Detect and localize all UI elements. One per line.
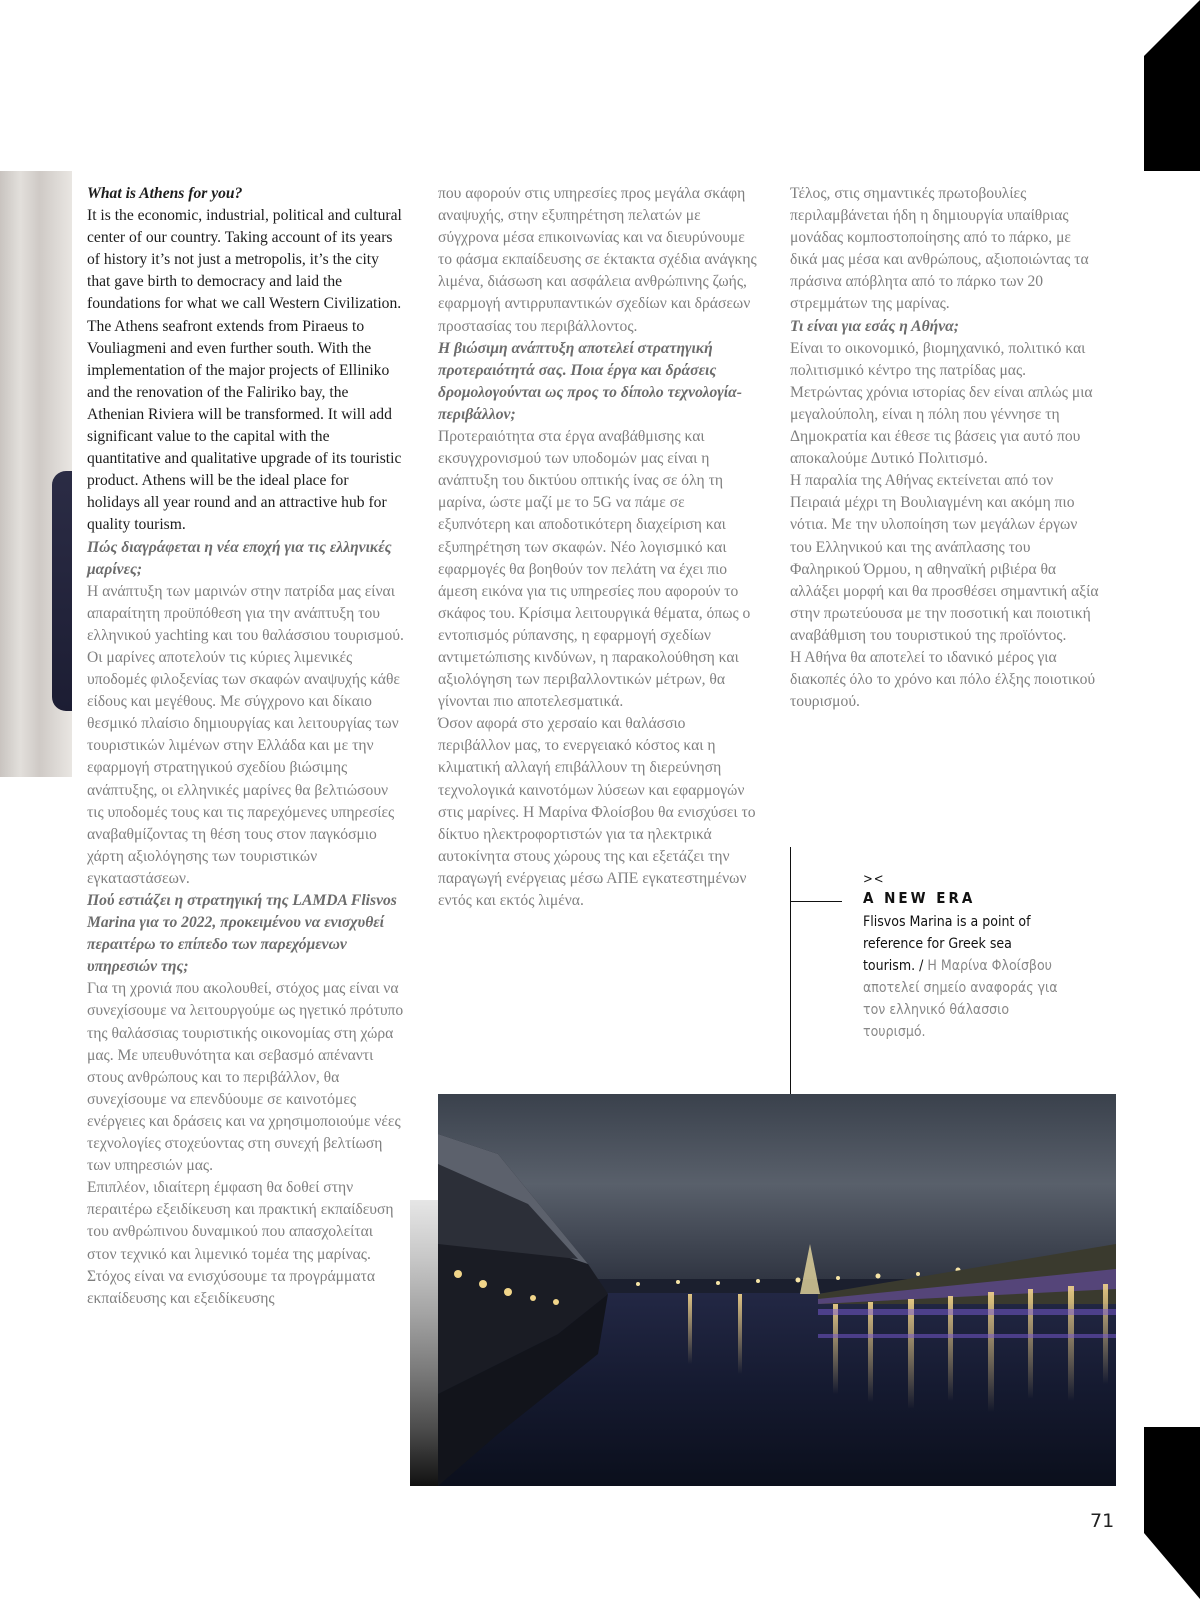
article-column-1 — [87, 183, 405, 1310]
paragraph: Επιπλέον, ιδιαίτερη έμφαση θα δοθεί στην περαιτέρω εξειδίκευση και πρακτική εκπαίδευση του ανθρώπινου δυναμικού που απασχολείται στον τεχνικό και λιμενικό τομέα της μαρίνας. Στόχος είναι να ενισχύσουμε τα προγράμματα εκπαίδευσης και εξειδίκευσης — [87, 1179, 394, 1307]
corner-tab-top — [1144, 0, 1200, 171]
portrait-photo-edge — [0, 171, 72, 777]
paragraph: Η παραλία της Αθήνας εκτείνεται από τον Πειραιά μέχρι τη Βουλιαγμένη και ακόμη πιο νότια. Με την υλοποίηση των μεγάλων έργων του Ελληνικού και της ανάπλασης του Φαληρικού Όρμου, η αθηναϊκή ριβιέρα θα αλλάξει μορφή και θα προσθέσει σημαντική αξία στην πρωτεύουσα με την ποσοτική και ποιοτική αναβάθμιση του τουριστικού της προϊόντος. — [790, 472, 1099, 644]
page-number: 71 — [1090, 1510, 1115, 1532]
article-column-3 — [790, 183, 1100, 713]
caption-title: A NEW ERA — [863, 889, 976, 907]
paragraph: Είναι το οικονομικό, βιομηχανικό, πολιτικό και πολιτισμικό κέντρο της πατρίδας μας. Μετρώντας χρόνια ιστορίας δεν είναι απλώς μια μεγαλούπολη, είναι η πόλη που γέννησε τη Δημοκρατία και έθεσε τις βάσεις για αυτό που αποκαλούμε Δυτικό Πολιτισμό. — [790, 339, 1093, 468]
portrait-jacket — [52, 471, 72, 711]
article-column-2 — [438, 183, 758, 912]
photo-caption — [863, 872, 1063, 1043]
paragraph: Η ανάπτυξη των μαρινών στην πατρίδα μας είναι απαραίτητη προϋπόθεση για την ανάπτυξη του ελληνικού yachting και του θαλάσσιου τουρισμού. Οι μαρίνες αποτελούν τις κύριες λιμενικές υποδομές φιλοξενίας των σκαφών αναψυχής κάθε είδους και μεγέθους. Με σύγχρονο και δίκαιο θεσμικό πλαίσιο δημιουργίας και λειτουργίας των τουριστικών λιμένων στην Ελλάδα και με την εφαρμογή στρατηγικού σχεδίου βιώσιμης ανάπτυξης, οι ελληνικές μαρίνες θα βελτιώσουν τις υποδομές τους και τις παρεχόμενες υπηρεσίες αναβαθμίζοντας τη θέση τους στον παγκόσμιο χάρτη αξιολόγησης των τουριστικών εγκαταστάσεων. — [87, 582, 404, 887]
interview-question: Πώς διαγράφεται η νέα εποχή για τις ελληνικές μαρίνες; — [87, 538, 392, 578]
paragraph: Όσον αφορά στο χερσαίο και θαλάσσιο περιβάλλον μας, το ενεργειακό κόστος και η κλιματική αλλαγή επιβάλλουν τη διερεύνηση τεχνολογικά καινοτόμων λύσεων και εφαρμογών στις μαρίνες. Η Μαρίνα Φλοίσβου θα ενισχύσει το δίκτυο ηλεκτροφορτιστών για τα ηλεκτρικά αυτοκίνητα στους χώρους της και εξετάζει την παραγωγή ενέργειας μέσω ΑΠΕ εγκατεστημένων εντός και εκτός λιμένα. — [438, 715, 756, 909]
paragraph: που αφορούν στις υπηρεσίες προς μεγάλα σκάφη αναψυχής, στην εξυπηρέτηση πελατών με σύγχρονα μέσα επικοινωνίας και να διευρύνουμε το φάσμα εκπαίδευσης σε έκτακτα σχέδια ανάγκης λιμένα, διάσωση και ασφάλεια ανθρώπινης ζωής, εφαρμογή αντιρρυπαντικών σχεδίων και δράσεων προστασίας του περιβάλλοντος. — [438, 185, 757, 335]
interview-question: What is Athens for you? — [87, 185, 243, 202]
corner-tab-bottom — [1144, 1427, 1200, 1599]
paragraph: Τέλος, στις σημαντικές πρωτοβουλίες περιλαμβάνεται ήδη η δημιουργία υπαίθριας μονάδας κομποστοποίησης από το πάρκο, με δικά μας μέσα και ανθρώπους, αξιοποιώντας τα πράσινα απόβλητα από το πάρκο των 20 στρεμμάτων της μαρίνας. — [790, 185, 1089, 313]
paragraph: Η Αθήνα θα αποτελεί το ιδανικό μέρος για διακοπές όλο το χρόνο και πόλο έλξης ποιοτικού τουρισμού. — [790, 648, 1096, 711]
interview-question: Τι είναι για εσάς η Αθήνα; — [790, 317, 959, 335]
marina-night-photo — [438, 1094, 1116, 1486]
interview-question: Η βιώσιμη ανάπτυξη αποτελεί στρατηγική προτεραιότητά σας. Ποια έργα και δράσεις δρομολογούνται ως προς το δίπολο τεχνολογία-περιβάλλον; — [438, 339, 742, 423]
interview-question: Πού εστιάζει η στρατηγική της LAMDA Flisvos Marina για το 2022, προκειμένου να ενισχυθεί περαιτέρω το επίπεδο των παρεχόμενων υπηρεσιών της; — [87, 892, 397, 976]
paragraph: The Athens seafront extends from Piraeus to Vouliagmeni and even further south. With the implementation of the major projects of Elliniko and the renovation of the Faliriko bay, the Athenian Riviera will be transformed. It will add significant value to the capital with the quantitative and qualitative upgrade of its touristic product. Athens will be the ideal place for holidays all year round and an attractive hub for quality tourism. — [87, 317, 402, 534]
grayscale-strip — [410, 1200, 438, 1486]
caption-mark: >< — [863, 872, 885, 887]
paragraph: Για τη χρονιά που ακολουθεί, στόχος μας είναι να συνεχίσουμε να λειτουργούμε ως ηγετικό πρότυπο της θαλάσσιας τουριστικής οικονομίας στη χώρα μας. Με υπευθυνότητα και σεβασμό απέναντι στους ανθρώπους και το περιβάλλον, θα συνεχίσουμε να επενδύουμε σε καινοτόμες ενέργειες και δράσεις και να χρησιμοποιούμε νέες τεχνολογίες στοχεύοντας στη συνεχή βελτίωση των υπηρεσιών μας. — [87, 980, 404, 1175]
paragraph: Προτεραιότητα στα έργα αναβάθμισης και εκσυγχρονισμού των υποδομών μας είναι η ανάπτυξη του δικτύου οπτικής ίνας σε όλη τη μαρίνα, ώστε μαζί με το 5G να πάμε σε εξυπνότερη και αποδοτικότερη διαχείριση και εξυπηρέτηση των σκαφών. Νέο λογισμικό και εφαρμογές θα βοηθούν τον πελάτη να έχει πιο άμεση εικόνα για τις υπηρεσίες που αφορούν το σκάφος του. Κρίσιμα λειτουργικά θέματα, όπως ο εντοπισμός ρύπανσης, η εφαρμογή σχεδίων αντιμετώπισης κινδύνων, η παρακολούθηση και αξιολόγηση των περιβαλλοντικών μέτρων, θα γίνονται πιο αποτελεσματικά. — [438, 428, 751, 711]
paragraph: It is the economic, industrial, political and cultural center of our country. Taking account of its years of history it’s not just a metropolis, it’s the city that gave birth to democracy and laid the foundations for what we call Western Civilization. — [87, 207, 402, 313]
caption-text-en: Flisvos Marina is a point of reference for Greek sea tourism. / — [863, 914, 1031, 974]
caption-pointer-rule — [790, 901, 842, 902]
caption-body — [863, 911, 1063, 1043]
caption-text-gr: Η Μαρίνα Φλοίσβου αποτελεί σημείο αναφοράς για τον ελληνικό θάλασσιο τουρισμό. — [863, 958, 1058, 1040]
